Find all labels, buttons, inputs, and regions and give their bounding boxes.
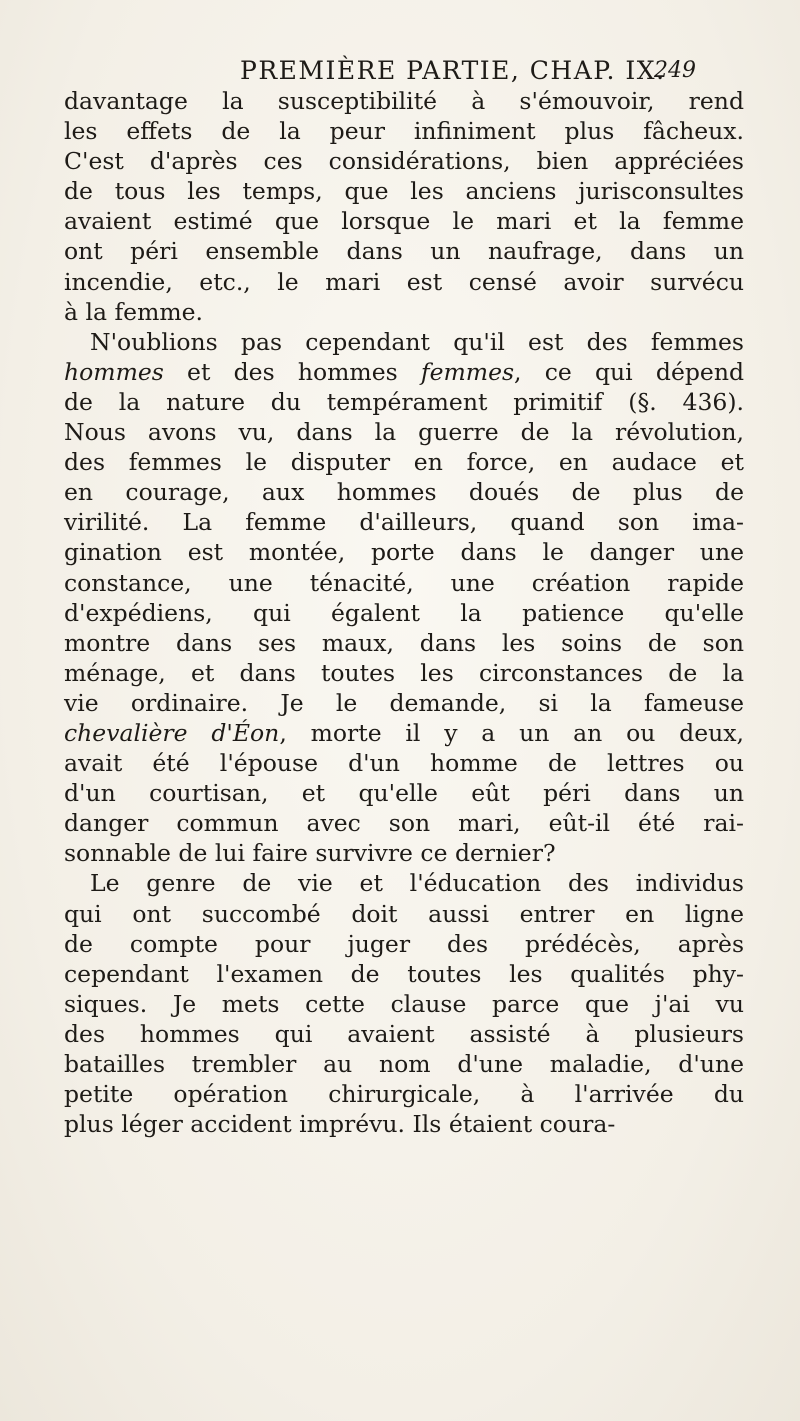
text-line xyxy=(64,1049,744,1079)
text-line xyxy=(64,477,744,507)
body-text xyxy=(64,86,744,1139)
text-segment: vie ordinaire. Je le demande, si la fameuse xyxy=(64,688,744,717)
text-line xyxy=(64,387,744,417)
text-line xyxy=(64,206,744,236)
text-line xyxy=(64,357,744,387)
text-line xyxy=(64,658,744,688)
text-line xyxy=(64,628,744,658)
text-line xyxy=(64,176,744,206)
text-line xyxy=(64,507,744,537)
text-line xyxy=(64,116,744,146)
text-line xyxy=(64,959,744,989)
text-segment: des femmes le disputer en force, en audace et xyxy=(64,448,744,477)
text-segment: danger commun avec son mari, eût-il été rai- xyxy=(64,809,744,838)
text-segment: davantage la susceptibilité à s'émouvoir, rend xyxy=(64,87,744,115)
italic-text: femmes xyxy=(420,357,515,386)
text-line xyxy=(64,297,744,327)
page-number: 249 xyxy=(654,58,696,83)
italic-text: chevalière d'Éon xyxy=(64,718,280,747)
text-line xyxy=(64,568,744,598)
text-line xyxy=(64,748,744,778)
text-line xyxy=(64,1019,744,1049)
text-segment: avait été l'épouse d'un homme de lettres ou xyxy=(64,749,744,778)
text-line xyxy=(64,327,744,357)
text-segment: Nous avons vu, dans la guerre de la révolution, xyxy=(64,418,744,447)
text-segment: N'oublions pas cependant qu'il est des femmes xyxy=(90,327,744,356)
text-segment: à la femme. xyxy=(64,297,204,326)
text-segment: ménage, et dans toutes les circonstances de la xyxy=(64,658,744,687)
text-segment: siques. Je mets cette clause parce que j'ai vu xyxy=(64,989,744,1018)
text-segment: qui ont succombé doit aussi entrer en ligne xyxy=(64,899,744,928)
text-line xyxy=(64,688,744,718)
text-segment: cependant l'examen de toutes les qualités phy- xyxy=(64,959,744,988)
page-header xyxy=(0,56,800,90)
text-line xyxy=(64,1079,744,1109)
text-line xyxy=(64,1109,744,1139)
text-line xyxy=(64,417,744,447)
text-line xyxy=(64,929,744,959)
text-segment: ont péri ensemble dans un naufrage, dans un xyxy=(64,237,744,266)
text-line xyxy=(64,537,744,567)
text-line xyxy=(64,598,744,628)
text-segment: des hommes qui avaient assisté à plusieurs xyxy=(64,1019,744,1048)
text-segment: incendie, etc., le mari est censé avoir survécu xyxy=(64,267,744,296)
text-line xyxy=(64,868,744,898)
text-segment: de tous les temps, que les anciens jurisconsultes xyxy=(64,177,744,206)
text-segment: batailles trembler au nom d'une maladie, d'une xyxy=(64,1050,744,1078)
text-segment: et des hommes xyxy=(163,357,421,386)
text-segment: sonnable de lui faire survivre ce dernier? xyxy=(64,839,556,868)
text-segment: les effets de la peur infiniment plus fâcheux. xyxy=(64,117,744,146)
text-line xyxy=(64,838,744,868)
text-line xyxy=(64,267,744,297)
text-segment: en courage, aux hommes doués de plus de xyxy=(64,478,744,507)
text-segment: gination est montée, porte dans le danger une xyxy=(64,538,744,567)
text-segment: de compte pour juger des prédécès, après xyxy=(64,929,744,958)
text-line xyxy=(64,146,744,176)
text-line xyxy=(64,899,744,929)
text-line xyxy=(64,236,744,266)
text-segment: de la nature du tempérament primitif (§. 436). xyxy=(64,387,744,416)
text-segment: d'expédiens, qui égalent la patience qu'elle xyxy=(64,598,744,627)
italic-text: hommes xyxy=(64,357,164,386)
text-segment: d'un courtisan, et qu'elle eût péri dans un xyxy=(64,779,744,808)
text-line xyxy=(64,989,744,1019)
text-segment: , morte il y a un an ou deux, xyxy=(279,718,744,747)
text-line xyxy=(64,778,744,808)
text-segment: plus léger accident imprévu. Ils étaient coura- xyxy=(64,1110,616,1139)
text-line xyxy=(64,808,744,838)
text-segment: , ce qui dépend xyxy=(514,357,744,386)
text-segment: avaient estimé que lorsque le mari et la femme xyxy=(64,207,744,236)
text-segment: montre dans ses maux, dans les soins de son xyxy=(64,628,744,657)
text-segment: C'est d'après ces considérations, bien appréciées xyxy=(64,147,744,176)
text-segment: constance, une ténacité, une création rapide xyxy=(64,568,744,597)
text-segment: virilité. La femme d'ailleurs, quand son ima- xyxy=(64,508,744,537)
text-line xyxy=(64,447,744,477)
running-title: PREMIÈRE PARTIE, CHAP. IX. xyxy=(240,56,666,85)
text-line xyxy=(64,86,744,116)
text-line xyxy=(64,718,744,748)
text-segment: petite opération chirurgicale, à l'arrivée du xyxy=(64,1080,744,1109)
text-segment: Le genre de vie et l'éducation des individus xyxy=(90,869,744,898)
